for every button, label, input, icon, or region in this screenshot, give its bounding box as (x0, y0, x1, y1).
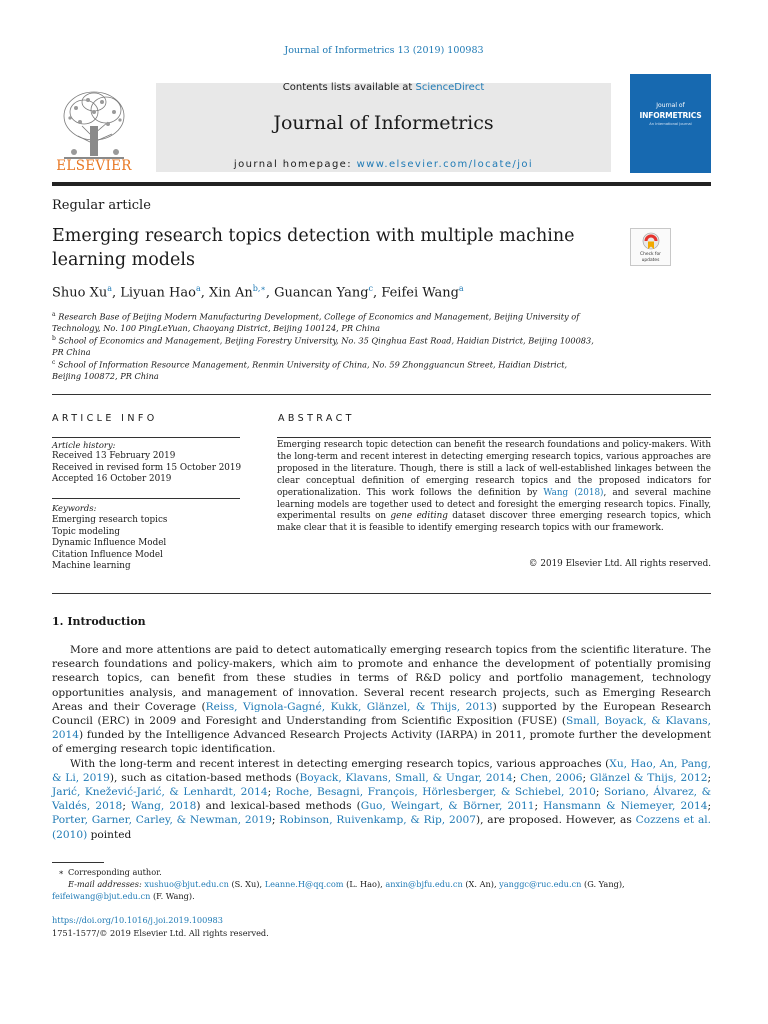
author-affiliation-marker[interactable]: a (195, 284, 201, 293)
corresponding-author-note (52, 866, 692, 878)
keywords-rule (52, 498, 240, 499)
email-link[interactable]: anxin@bjfu.edu.cn (385, 879, 463, 889)
affiliation-text: Research Base of Beijing Modern Manufacturing Development, College of Economics and Management, Beijing University of Technology, No. 100 PingLeYuan, Chaoyang District, Beijing 100124, PR China (52, 311, 580, 334)
abstract-rule (277, 437, 711, 438)
email-owner: (X. An), (465, 879, 497, 889)
author-list: Shuo Xu$^a$, Liyuan Hao$^a$, Xin $An^{b,∗}$, Guancan Yang$^c$, Feifei Wang$^a$ (52, 284, 464, 301)
intro-paragraph-1 (52, 643, 711, 757)
affiliation-b (52, 333, 597, 359)
citation-link[interactable]: Boyack, Klavans, Small, & Ungar, 2014 (299, 771, 513, 784)
author-name: Shuo Xu (52, 285, 108, 301)
keyword-item: Topic modeling (52, 526, 121, 537)
abstract-part: dataset discover three emerging research topics, which make clear that it is feasible to identify emerging research topics with our framework. (277, 511, 712, 534)
citation-link[interactable]: Glänzel & Thijs, 2012 (589, 771, 708, 784)
email-owner: (G. Yang), (584, 879, 625, 889)
intro-text: With the long-term and recent interest in detecting emerging research topics, various approaches ( (70, 757, 610, 770)
doi-block (52, 914, 269, 939)
author-name: Liyuan Hao (120, 285, 196, 301)
email-link[interactable]: xushuo@bjut.edu.cn (144, 879, 229, 889)
affiliation-marker: b (52, 335, 56, 342)
article-info-heading: ARTICLE INFO (52, 413, 158, 424)
author-affiliation-marker[interactable]: a (107, 284, 113, 293)
abstract-copyright: © 2019 Elsevier Ltd. All rights reserved. (528, 559, 711, 569)
citation-link[interactable]: Wang, 2018 (131, 800, 197, 813)
header-rule (52, 182, 711, 186)
email-owner: (S. Xu), (231, 879, 263, 889)
check-for-updates-icon (642, 232, 660, 251)
doi-link[interactable]: https://doi.org/10.1016/j.joi.2019.100983 (52, 915, 223, 925)
article-info-rule (52, 437, 240, 438)
email-addresses-cont (52, 890, 692, 902)
affiliation-text: School of Economics and Management, Beijing Forestry University, No. 35 Qinghua East Road, Haidian District, Beijing 100083, PR China (52, 335, 594, 358)
intro-text: ), are proposed. However, as (475, 814, 636, 827)
affiliation-c (52, 357, 597, 383)
keyword-item: Citation Influence Model (52, 549, 163, 560)
footnote-star: ∗ (58, 867, 64, 877)
citation-link[interactable]: Soriano, Álvarez, & Valdés, 2018 (52, 786, 711, 813)
footnote-rule (52, 862, 104, 863)
issn-line: 1751-1577/© 2019 Elsevier Ltd. All rights reserved. (52, 927, 269, 938)
article-type: Regular article (52, 198, 151, 213)
check-for-updates-button[interactable] (630, 228, 671, 266)
author-affiliation-marker[interactable]: b,∗ (252, 284, 266, 293)
email-addresses (52, 878, 692, 890)
paper-title: Emerging research topics detection with multiple machine learning models (52, 226, 575, 270)
citation-link[interactable]: Jarić, Knežević-Jarić, & Lenhardt, 2014 (52, 786, 268, 799)
author-name: Xin An (209, 285, 253, 301)
keyword-item: Machine learning (52, 561, 131, 572)
citation-link[interactable]: Wang (2018) (543, 487, 604, 498)
affiliation-marker: c (52, 359, 56, 366)
footnotes (52, 866, 692, 902)
keywords-list (52, 515, 167, 573)
intro-text: More and more attentions are paid to detect automatically emerging research topics from the scientific literature. The research foundations and policy-makers, which aim to promote and enhance the development of potentially promising research topics, can benefit from these studies in terms of R&D policy and portfolio management, technology opportunities analysis, and management of innovation. Several recent research projects, such as Emerging Research Areas and their Coverage ( (52, 644, 711, 713)
email-link[interactable]: feifeiwang@bjut.edu.cn (52, 891, 151, 901)
contents-available-line (156, 82, 611, 93)
citation-link[interactable]: Guo, Weingart, & Börner, 2011 (360, 800, 535, 813)
abstract-part: Emerging research topic detection can benefit the research foundations and policy-makers. With the long-term and recent interest in detecting emerging research topics, various approaches are proposed in the literature. Though, there is still a lack of well-established linkages between the clear conceptual definition of emerging research topics and the proposed indicators for operationalization. This work follows the definition by (277, 440, 711, 498)
affiliation-marker: a (52, 311, 56, 318)
affiliation-a (52, 309, 592, 335)
journal-reference[interactable]: Journal of Informetrics 13 (2019) 100983 (284, 45, 484, 56)
cover-line-2: INFORMETRICS (639, 111, 702, 120)
citation-link[interactable]: Robinson, Ruivenkamp, & Rip, 2007 (279, 814, 476, 827)
introduction-body (52, 643, 711, 842)
citation-link[interactable]: Small, Boyack, & Klavans, 2014 (52, 715, 711, 742)
email-link[interactable]: yanggc@ruc.edu.cn (499, 879, 582, 889)
citation-link[interactable]: Chen, 2006 (520, 771, 583, 784)
keyword-item: Dynamic Influence Model (52, 538, 167, 549)
section-divider (52, 593, 711, 594)
citation-link[interactable]: Cozzens et al. (2010) (52, 814, 712, 841)
corresponding-label: Corresponding author. (68, 867, 162, 877)
article-history-list (52, 451, 241, 486)
cover-line-3: An International Journal (649, 122, 692, 126)
sciencedirect-link[interactable]: ScienceDirect (415, 82, 485, 93)
intro-paragraph-2: With the long-term and recent interest in detecting emerging research topics, various approaches (Xu, Hao, An, Pang, & Li, 2019), such as citation-based methods (Boyack, Klavans, Small, & Ungar, 2014; Chen, 2006; Glänzel & Thijs, 2012; Jarić, Knežević-Jarić, & Lenhardt, 2014; Roche, Besagni, François, Hörlesberger, & Schiebel, 2010; Soriano, Álvarez, & Valdés, 2018; Wang, 2018) and lexical-based methods (Guo, Weingart, & Börner, 2011; Hansmann & Niemeyer, 2014; Porter, Garner, Carley, & Newman, 2019; Robinson, Ruivenkamp, & Rip, 2007), are proposed. However, as Cozzens et al. (2010) pointed (52, 757, 712, 841)
homepage-link[interactable]: www.elsevier.com/locate/joi (356, 159, 534, 170)
check-for-updates-label: Check for updates (640, 252, 661, 263)
history-received: Received 13 February 2019 (52, 451, 176, 461)
cover-line-1: Journal of (656, 102, 685, 109)
abstract-text (277, 440, 711, 535)
intro-text: ) supported by the European Research Council (ERC) in 2009 and Foresight and Understanding from Scientific Exposition (FUSE) ( (52, 700, 712, 728)
citation-link[interactable]: Reiss, Vignola-Gagné, Kukk, Glänzel, & Thijs, 2013 (205, 700, 493, 713)
journal-cover-thumbnail[interactable] (630, 74, 711, 173)
italic-term: gene editing (390, 511, 448, 522)
abstract-part: , and several machine learning models are together used to detect and foresight the emerging research topics. Finally, experimental results on (277, 487, 711, 522)
citation-link[interactable]: Hansmann & Niemeyer, 2014 (543, 800, 708, 813)
journal-title: Journal of Informetrics (273, 112, 494, 134)
intro-text: ) funded by the Intelligence Advanced Research Projects Activity (IARPA) in 2011, promote further the development of emerging research topic identification. (52, 729, 711, 756)
article-history-label: Article history: (52, 440, 116, 450)
author-name: Guancan Yang (274, 285, 369, 301)
intro-text: pointed (87, 828, 132, 841)
introduction-heading: 1. Introduction (52, 615, 146, 628)
email-label: E-mail addresses: (68, 879, 142, 889)
abstract-heading: ABSTRACT (278, 413, 355, 424)
affiliation-text: School of Information Resource Management, Renmin University of China, No. 59 Zhongguancun Street, Haidian District, Beijing 100872, PR China (52, 359, 568, 382)
email-owner: (L. Hao), (346, 879, 383, 889)
intro-text: ), such as citation-based methods ( (109, 771, 300, 784)
author-affiliation-marker[interactable]: a (458, 284, 464, 293)
history-accepted: Accepted 16 October 2019 (52, 474, 172, 485)
journal-homepage-line (156, 159, 611, 170)
keyword-item: Emerging research topics (52, 515, 168, 525)
email-link[interactable]: Leanne.H@qq.com (264, 879, 344, 889)
email-owner: (F. Wang). (152, 891, 195, 901)
citation-link[interactable]: Xu, Hao, An, Pang, & Li, 2019 (52, 757, 711, 784)
citation-link[interactable]: Roche, Besagni, François, Hörlesberger, & Schiebel, 2010 (275, 786, 596, 799)
homepage-prefix: journal homepage: (233, 159, 357, 170)
intro-text: ) and lexical-based methods ( (196, 800, 361, 813)
keywords-label: Keywords: (52, 503, 97, 513)
contents-prefix: Contents lists available at (282, 82, 416, 93)
author-affiliation-marker[interactable]: c (368, 284, 374, 293)
section-divider (52, 394, 711, 395)
author-name: Feifei Wang (381, 285, 459, 301)
elsevier-wordmark: ELSEVIER (56, 158, 132, 174)
history-revised: Received in revised form 15 October 2019 (52, 462, 242, 473)
citation-link[interactable]: Porter, Garner, Carley, & Newman, 2019 (52, 814, 272, 827)
